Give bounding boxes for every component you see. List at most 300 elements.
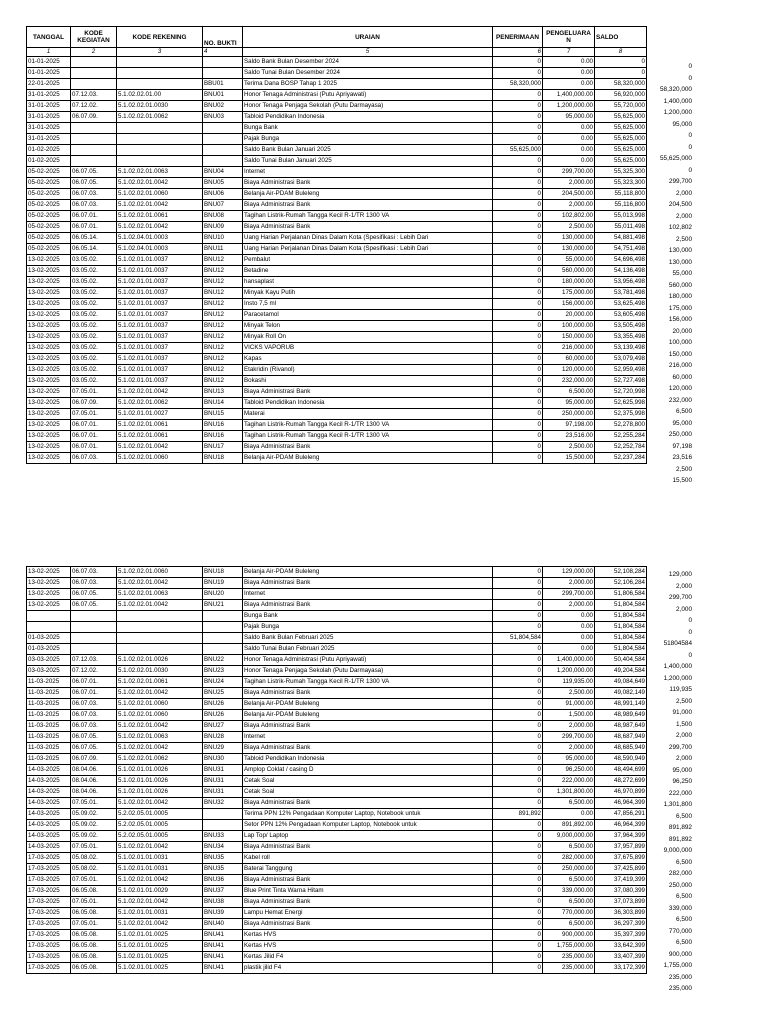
cell-pengeluaran: 250,000.00 (543, 864, 595, 875)
cell-uraian: Saldo Tunai Bulan Februari 2025 (243, 644, 493, 655)
extra-amount: 339,000 (668, 904, 692, 912)
cell-saldo: 52,375,998 (595, 409, 647, 420)
cell-kode-rekening: 5.1.02.02.01.0062 (117, 398, 203, 409)
cell-uraian: Honor Tenaga Administrasi (Putu Apriyawati) (243, 90, 493, 101)
extra-amount: 2,500 (676, 465, 692, 473)
extra-amount: 891,892 (668, 824, 692, 831)
column-index-row (27, 48, 647, 57)
index-cell: 7 (543, 48, 595, 57)
header-uraian: URAIAN (243, 27, 493, 48)
cell-saldo: 53,079,498 (595, 354, 647, 365)
cell-saldo: 48,685,949 (595, 743, 647, 754)
cell-kode-kegiatan: 03.05.02. (71, 310, 117, 321)
cell-kode-kegiatan: 06.07.01. (71, 442, 117, 453)
cell-no-bukti: BNU30 (203, 754, 243, 765)
cell-kode-kegiatan: 05.09.02. (71, 820, 117, 831)
extra-amount: 55,000 (672, 270, 692, 277)
cell-penerimaan: 0 (493, 178, 543, 189)
table-row (27, 453, 647, 464)
cell-pengeluaran: 222,000.00 (543, 776, 595, 787)
cell-kode-rekening: 5.1.02.02.01.0042 (117, 222, 203, 233)
cell-kode-rekening: 5.1.02.02.01.0030 (117, 666, 203, 677)
extra-amount: 0 (688, 617, 692, 624)
cell-tanggal: 31-01-2025 (27, 134, 71, 145)
cell-penerimaan: 0 (493, 655, 543, 666)
header-tanggal: TANGGAL (27, 27, 71, 48)
cell-no-bukti (203, 611, 243, 622)
cell-kode-rekening (117, 611, 203, 622)
table-row (27, 809, 647, 820)
cell-uraian: Betadine (243, 266, 493, 277)
cell-kode-rekening: 5.1.02.02.01.0042 (117, 721, 203, 732)
cell-uraian: Biaya Administrasi Bank (243, 743, 493, 754)
cell-saldo: 49,082,149 (595, 688, 647, 699)
cell-penerimaan: 0 (493, 398, 543, 409)
table-row (27, 233, 647, 244)
cell-pengeluaran: 6,500.00 (543, 798, 595, 809)
cell-saldo: 53,956,498 (595, 277, 647, 288)
cell-pengeluaran: 97,198.00 (543, 420, 595, 431)
cell-no-bukti: BNU16 (203, 420, 243, 431)
header-pengeluaran: PENGELUARAN (543, 27, 595, 48)
cell-kode-kegiatan: 06.05.08. (71, 908, 117, 919)
header-saldo: SALDO (595, 27, 647, 48)
ledger-body-page-1 (27, 57, 647, 464)
cell-tanggal: 13-02-2025 (27, 288, 71, 299)
cell-kode-rekening: 5.1.02.02.01.0042 (117, 743, 203, 754)
cell-tanggal: 13-02-2025 (27, 343, 71, 354)
cell-penerimaan: 0 (493, 644, 543, 655)
cell-pengeluaran: 0.00 (543, 57, 595, 68)
cell-tanggal: 17-03-2025 (27, 897, 71, 908)
cell-kode-rekening: 5.1.02.01.01.0037 (117, 321, 203, 332)
extra-amount: 2,500 (676, 235, 692, 243)
cell-tanggal: 13-02-2025 (27, 310, 71, 321)
cell-saldo: 55,325,300 (595, 167, 647, 178)
table-row (27, 644, 647, 655)
cell-kode-rekening: 5.1.02.01.01.0037 (117, 255, 203, 266)
cell-kode-kegiatan: 03.05.02. (71, 255, 117, 266)
table-row (27, 376, 647, 387)
cell-tanggal: 05-02-2025 (27, 233, 71, 244)
cell-uraian: Belanja Air-PDAM Buleleng (243, 567, 493, 578)
cell-saldo: 55,116,800 (595, 200, 647, 211)
extra-amount: 235,000 (668, 985, 692, 992)
cell-no-bukti (203, 633, 243, 644)
cell-uraian: Materai (243, 409, 493, 420)
cell-pengeluaran: 100,000.00 (543, 321, 595, 332)
table-row (27, 387, 647, 398)
cell-kode-kegiatan (71, 644, 117, 655)
cell-saldo: 52,720,998 (595, 387, 647, 398)
cell-penerimaan: 0 (493, 266, 543, 277)
cell-saldo: 48,687,949 (595, 732, 647, 743)
cell-tanggal: 17-03-2025 (27, 941, 71, 952)
cell-no-bukti: BNU26 (203, 710, 243, 721)
cell-kode-kegiatan (71, 134, 117, 145)
extra-amount: 55,625,000 (660, 155, 692, 162)
cell-uraian: Bunga Bank (243, 123, 493, 134)
extra-amount: 2,000 (676, 582, 692, 590)
cell-penerimaan: 0 (493, 343, 543, 354)
cell-saldo: 52,237,284 (595, 453, 647, 464)
ledger-table-page-2 (26, 566, 647, 974)
cell-kode-rekening: 5.1.02.02.01.0042 (117, 200, 203, 211)
cell-kode-rekening (117, 145, 203, 156)
cell-tanggal: 31-01-2025 (27, 123, 71, 134)
extra-amount: 299,700 (668, 178, 692, 185)
cell-kode-rekening: 5.1.02.02.01.0060 (117, 699, 203, 710)
cell-tanggal: 17-03-2025 (27, 908, 71, 919)
cell-uraian: Belanja Air-PDAM Buleleng (243, 710, 493, 721)
cell-uraian: Saldo Bank Bulan Januari 2025 (243, 145, 493, 156)
cell-penerimaan: 0 (493, 453, 543, 464)
cell-kode-kegiatan: 07.12.02. (71, 666, 117, 677)
table-row (27, 189, 647, 200)
cell-kode-rekening: 5.1.02.02.01.0060 (117, 710, 203, 721)
cell-no-bukti: BNU12 (203, 376, 243, 387)
cell-saldo: 48,590,949 (595, 754, 647, 765)
cell-saldo: 54,136,498 (595, 266, 647, 277)
cell-penerimaan: 0 (493, 908, 543, 919)
extra-amount: 129,000 (668, 571, 692, 578)
cell-kode-kegiatan: 06.07.01. (71, 677, 117, 688)
cell-saldo: 53,355,498 (595, 332, 647, 343)
cell-kode-kegiatan: 08.04.06. (71, 776, 117, 787)
cell-kode-rekening: 5.1.02.02.01.0063 (117, 167, 203, 178)
cell-no-bukti: BNU41 (203, 930, 243, 941)
cell-no-bukti: BNU03 (203, 112, 243, 123)
cell-pengeluaran: 0.00 (543, 622, 595, 633)
extra-amount: 216,000 (668, 362, 692, 369)
cell-penerimaan: 0 (493, 886, 543, 897)
table-row (27, 123, 647, 134)
cell-pengeluaran: 216,000.00 (543, 343, 595, 354)
cell-saldo: 0 (595, 68, 647, 79)
cell-uraian: Tagihan Listrik-Rumah Tangga Kecil R-1/TR 1300 VA (243, 431, 493, 442)
cell-kode-rekening (117, 134, 203, 145)
cell-penerimaan: 0 (493, 963, 543, 974)
extra-amount: 900,000 (668, 950, 692, 958)
cell-penerimaan: 0 (493, 952, 543, 963)
table-row (27, 677, 647, 688)
cell-saldo: 52,278,800 (595, 420, 647, 431)
cell-saldo: 52,255,284 (595, 431, 647, 442)
cell-uraian: Lampu Hemat Energi (243, 908, 493, 919)
cell-tanggal: 13-02-2025 (27, 442, 71, 453)
cell-kode-rekening: 5.2.02.05.01.0005 (117, 820, 203, 831)
cell-uraian: Saldo Tunai Bulan Desember 2024 (243, 68, 493, 79)
cell-saldo: 53,139,498 (595, 343, 647, 354)
cell-kode-kegiatan: 08.04.06. (71, 787, 117, 798)
cell-pengeluaran: 130,000.00 (543, 244, 595, 255)
cell-uraian: Biaya Administrasi Bank (243, 578, 493, 589)
cell-no-bukti: BNU35 (203, 864, 243, 875)
cell-kode-rekening: 5.1.02.01.01.0031 (117, 853, 203, 864)
cell-saldo: 48,991,149 (595, 699, 647, 710)
cell-uraian: Cetak Soal (243, 787, 493, 798)
header-kode-rekening: KODE REKENING (117, 27, 203, 48)
cell-penerimaan: 55,625,000 (493, 145, 543, 156)
cell-tanggal: 22-01-2025 (27, 79, 71, 90)
cell-no-bukti: BNU41 (203, 941, 243, 952)
cell-penerimaan: 0 (493, 567, 543, 578)
table-row (27, 622, 647, 633)
cell-tanggal: 01-02-2025 (27, 156, 71, 167)
cell-kode-rekening (117, 644, 203, 655)
table-row (27, 567, 647, 578)
cell-pengeluaran: 9,000,000.00 (543, 831, 595, 842)
cell-kode-kegiatan: 05.08.02. (71, 864, 117, 875)
extra-amount: 0 (688, 166, 692, 174)
cell-kode-rekening: 5.1.02.02.01.0063 (117, 589, 203, 600)
cell-penerimaan: 0 (493, 90, 543, 101)
cell-saldo: 52,252,784 (595, 442, 647, 453)
cell-tanggal (27, 611, 71, 622)
cell-kode-rekening: 5.1.02.01.01.0026 (117, 765, 203, 776)
cell-penerimaan: 0 (493, 112, 543, 123)
table-row (27, 101, 647, 112)
cell-saldo: 51,804,584 (595, 644, 647, 655)
cell-uraian: Tabloid Pendidikan Indonesia (243, 754, 493, 765)
cell-uraian: Biaya Administrasi Bank (243, 875, 493, 886)
cell-tanggal: 17-03-2025 (27, 864, 71, 875)
cell-penerimaan: 0 (493, 710, 543, 721)
cell-tanggal: 05-02-2025 (27, 178, 71, 189)
extra-amount: 299,700 (668, 743, 692, 751)
cell-tanggal: 11-03-2025 (27, 732, 71, 743)
cell-kode-rekening: 5.1.02.02.01.0061 (117, 211, 203, 222)
cell-no-bukti: BNU12 (203, 332, 243, 343)
cell-pengeluaran: 95,000.00 (543, 398, 595, 409)
cell-penerimaan: 0 (493, 310, 543, 321)
cell-pengeluaran: 23,516.00 (543, 431, 595, 442)
table-row (27, 420, 647, 431)
cell-kode-rekening: 5.1.02.01.01.0029 (117, 886, 203, 897)
cell-no-bukti (203, 57, 243, 68)
cell-uraian: Setor PPN 12% Pengadaan Komputer Laptop, Notebook untuk (243, 820, 493, 831)
extra-amount: 2,000 (676, 212, 692, 220)
cell-pengeluaran: 0.00 (543, 68, 595, 79)
extra-amount: 120,000 (668, 385, 692, 392)
cell-penerimaan: 0 (493, 732, 543, 743)
cell-saldo: 49,204,584 (595, 666, 647, 677)
cell-uraian: Bokashi (243, 376, 493, 387)
cell-no-bukti (203, 820, 243, 831)
extra-amount: 23,516 (672, 454, 692, 461)
cell-no-bukti: BNU17 (203, 442, 243, 453)
cell-no-bukti: BNU04 (203, 167, 243, 178)
cell-pengeluaran: 150,000.00 (543, 332, 595, 343)
cell-kode-kegiatan: 06.05.08. (71, 886, 117, 897)
cell-kode-rekening: 5.1.02.02.01.0042 (117, 798, 203, 809)
cell-penerimaan: 0 (493, 442, 543, 453)
index-cell: 3 (117, 48, 203, 57)
cell-uraian: Honor Tenaga Penjaga Sekolah (Putu Darmayasa) (243, 101, 493, 112)
cell-pengeluaran: 0.00 (543, 633, 595, 644)
cell-kode-rekening: 5.1.02.02.01.0042 (117, 688, 203, 699)
cell-tanggal: 17-03-2025 (27, 930, 71, 941)
table-row (27, 409, 647, 420)
cell-pengeluaran: 119,935.00 (543, 677, 595, 688)
cell-uraian: Biaya Administrasi Bank (243, 919, 493, 930)
cell-saldo: 52,727,498 (595, 376, 647, 387)
cell-kode-rekening (117, 633, 203, 644)
table-row (27, 578, 647, 589)
cell-penerimaan: 0 (493, 431, 543, 442)
cell-tanggal: 01-03-2025 (27, 644, 71, 655)
table-row (27, 699, 647, 710)
cell-tanggal: 13-02-2025 (27, 578, 71, 589)
cell-kode-rekening (117, 156, 203, 167)
cell-penerimaan: 0 (493, 167, 543, 178)
ledger-body-page-2 (27, 567, 647, 974)
cell-saldo: 51,806,584 (595, 589, 647, 600)
table-row (27, 244, 647, 255)
cell-uraian: Bunga Bank (243, 611, 493, 622)
cell-penerimaan: 0 (493, 57, 543, 68)
extra-amount: 95,000 (672, 419, 692, 427)
extra-amount: 130,000 (668, 247, 692, 254)
cell-penerimaan: 51,804,584 (493, 633, 543, 644)
cell-pengeluaran: 204,500.00 (543, 189, 595, 200)
cell-kode-kegiatan (71, 145, 117, 156)
cell-uraian: Blue Print Tinta Warna Hitam (243, 886, 493, 897)
cell-uraian: Amplop Coklat / casing D (243, 765, 493, 776)
cell-saldo: 55,720,000 (595, 101, 647, 112)
cell-no-bukti: BNU22 (203, 655, 243, 666)
cell-tanggal: 13-02-2025 (27, 332, 71, 343)
table-row (27, 332, 647, 343)
cell-uraian: Terima PPN 12% Pengadaan Komputer Laptop, Notebook untuk (243, 809, 493, 820)
cell-no-bukti (203, 644, 243, 655)
extra-amount: 58,320,000 (660, 86, 692, 93)
cell-kode-kegiatan: 03.05.02. (71, 332, 117, 343)
extra-amount: 150,000 (668, 350, 692, 358)
cell-pengeluaran: 2,500.00 (543, 222, 595, 233)
cell-kode-rekening: 5.1.02.01.01.0031 (117, 864, 203, 875)
table-row (27, 611, 647, 622)
cell-penerimaan: 0 (493, 776, 543, 787)
extra-amount: 0 (688, 143, 692, 151)
header-penerimaan: PENERIMAAN (493, 27, 543, 48)
cell-uraian: Saldo Tunai Bulan Januari 2025 (243, 156, 493, 167)
cell-uraian: Uang Harian Perjalanan Dinas Dalam Kota (Spesifikasi : Lebih Dari (243, 233, 493, 244)
cell-penerimaan: 0 (493, 743, 543, 754)
cell-saldo: 53,505,498 (595, 321, 647, 332)
cell-saldo: 58,320,000 (595, 79, 647, 90)
cell-tanggal: 14-03-2025 (27, 842, 71, 853)
cell-kode-rekening: 5.1.02.02.01.0042 (117, 178, 203, 189)
cell-no-bukti: BNU36 (203, 875, 243, 886)
cell-no-bukti: BNU12 (203, 365, 243, 376)
table-row (27, 79, 647, 90)
cell-saldo: 52,106,284 (595, 578, 647, 589)
cell-kode-rekening: 5.1.02.01.01.0037 (117, 277, 203, 288)
cell-pengeluaran: 0.00 (543, 611, 595, 622)
cell-no-bukti: BNU05 (203, 178, 243, 189)
cell-pengeluaran: 6,500.00 (543, 842, 595, 853)
extra-amount: 0 (688, 63, 692, 70)
cell-no-bukti: BNU41 (203, 952, 243, 963)
cell-kode-rekening: 5.1.02.04.01.0003 (117, 244, 203, 255)
extra-amount: 6,500 (676, 893, 692, 900)
cell-saldo: 37,080,399 (595, 886, 647, 897)
cell-penerimaan: 0 (493, 288, 543, 299)
extra-amount: 180,000 (668, 293, 692, 300)
cell-kode-kegiatan: 03.05.02. (71, 343, 117, 354)
cell-no-bukti: BNU08 (203, 211, 243, 222)
cell-pengeluaran: 1,755,000.00 (543, 941, 595, 952)
cell-tanggal: 31-01-2025 (27, 90, 71, 101)
cell-kode-kegiatan: 06.05.08. (71, 930, 117, 941)
cell-saldo: 55,011,498 (595, 222, 647, 233)
cell-penerimaan: 0 (493, 365, 543, 376)
cell-uraian: Kertas HVS (243, 941, 493, 952)
ledger-table-page-1 (26, 26, 647, 464)
cell-uraian: Honor Tenaga Administrasi (Putu Apriyawati) (243, 655, 493, 666)
cell-saldo: 37,419,399 (595, 875, 647, 886)
cell-penerimaan: 0 (493, 941, 543, 952)
cell-tanggal: 01-02-2025 (27, 145, 71, 156)
table-row (27, 688, 647, 699)
extra-amount: 770,000 (668, 927, 692, 935)
cell-kode-kegiatan: 07.05.01. (71, 798, 117, 809)
cell-kode-kegiatan: 06.07.05. (71, 732, 117, 743)
cell-kode-kegiatan (71, 611, 117, 622)
cell-kode-kegiatan: 06.07.05. (71, 178, 117, 189)
cell-tanggal: 13-02-2025 (27, 266, 71, 277)
cell-uraian: Honor Tenaga Penjaga Sekolah (Putu Darmayasa) (243, 666, 493, 677)
cell-no-bukti: BNU33 (203, 831, 243, 842)
table-row (27, 754, 647, 765)
cell-uraian: Biaya Administrasi Bank (243, 688, 493, 699)
extra-amount: 891,892 (668, 835, 692, 843)
table-row (27, 156, 647, 167)
cell-penerimaan: 0 (493, 68, 543, 79)
table-row (27, 112, 647, 123)
cell-penerimaan: 0 (493, 299, 543, 310)
cell-saldo: 46,964,399 (595, 798, 647, 809)
cell-tanggal: 13-02-2025 (27, 376, 71, 387)
cell-no-bukti: BNU18 (203, 567, 243, 578)
cell-penerimaan: 0 (493, 123, 543, 134)
cell-kode-rekening: 5.2.02.05.01.0005 (117, 831, 203, 842)
cell-kode-kegiatan: 06.07.09. (71, 112, 117, 123)
cell-penerimaan: 0 (493, 930, 543, 941)
cell-penerimaan: 0 (493, 354, 543, 365)
cell-pengeluaran: 96,250.00 (543, 765, 595, 776)
cell-tanggal: 13-02-2025 (27, 420, 71, 431)
cell-pengeluaran: 1,400,000.00 (543, 655, 595, 666)
cell-kode-rekening: 5.1.02.01.01.0037 (117, 266, 203, 277)
table-row (27, 666, 647, 677)
extra-amount: 0 (688, 74, 692, 82)
index-cell: 4 (203, 48, 243, 57)
cell-kode-rekening: 5.1.02.01.01.0037 (117, 332, 203, 343)
header-kode-kegiatan: KODE KEGIATAN (71, 27, 117, 48)
cell-penerimaan: 0 (493, 600, 543, 611)
cell-no-bukti: BNU11 (203, 244, 243, 255)
cell-uraian: Cetak Soal (243, 776, 493, 787)
cell-tanggal: 05-02-2025 (27, 189, 71, 200)
cell-pengeluaran: 2,500.00 (543, 688, 595, 699)
table-row (27, 721, 647, 732)
cell-kode-rekening: 5.1.02.02.01.0060 (117, 189, 203, 200)
cell-pengeluaran: 2,000.00 (543, 600, 595, 611)
cell-penerimaan: 58,320,000 (493, 79, 543, 90)
cell-no-bukti: BNU06 (203, 189, 243, 200)
